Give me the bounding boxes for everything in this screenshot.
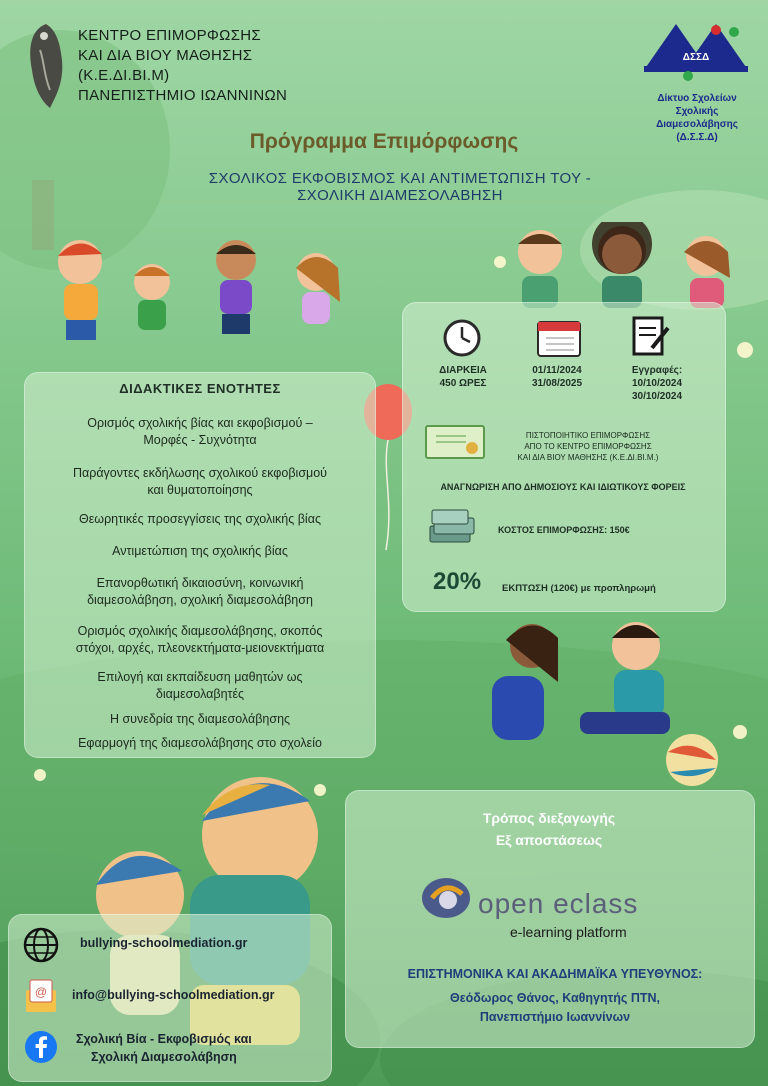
network-caption-line: (Δ.Σ.Σ.Δ) [676, 132, 718, 143]
responsible-name [360, 989, 750, 1027]
teaching-units-panel [24, 372, 376, 758]
dates-info [512, 364, 602, 390]
delivery-mode-value: Εξ αποστάσεως [495, 832, 603, 848]
responsible-title: ΕΠΙΣΤΗΜΟΝΙΚΑ ΚΑΙ ΑΚΑΔΗΜΑΪΚΑ ΥΠΕΥΘΥΝΟΣ: [407, 967, 703, 981]
university-logo [20, 20, 72, 112]
discount-percent: 20% [433, 568, 482, 595]
registration-end: 30/10/2024 [631, 391, 683, 402]
children-consoling-illustration [480, 612, 740, 792]
teaching-unit-item [39, 465, 361, 499]
eclass-tagline: e-learning platform [510, 924, 627, 940]
unit-line: Επιλογή και εκπαίδευση μαθητών ως [97, 670, 303, 684]
teaching-unit-item [39, 415, 361, 449]
network-logo-text: ΔΣΣΔ [682, 52, 710, 63]
money-icon [426, 506, 478, 550]
registration-info [612, 364, 702, 403]
unit-line: Αντιμετώπιση της σχολικής βίας [112, 544, 288, 558]
responsible-line: Θεόδωρος Θάνος, Καθηγητής ΠΤΝ, [450, 991, 660, 1005]
duration-label: ΔΙΑΡΚΕΙΑ [439, 365, 487, 376]
certificate-line: ΑΠΟ ΤΟ ΚΕΝΤΡΟ ΕΠΙΜΟΡΦΩΣΗΣ [524, 442, 652, 451]
registration-label: Εγγραφές: [631, 365, 683, 376]
svg-text:@: @ [34, 985, 48, 999]
facebook-line: Σχολική Βία - Εκφοβισμός και [76, 1032, 252, 1046]
unit-line: διαμεσολάβηση, σχολική διαμεσολάβηση [87, 593, 313, 607]
responsible-line: Πανεπιστήμιο Ιωαννίνων [479, 1010, 631, 1024]
teaching-unit-item [39, 623, 361, 657]
network-caption-line: Σχολικής Διαμεσολάβησης [656, 106, 738, 130]
end-date: 31/08/2025 [531, 378, 583, 389]
eclass-logo-icon [418, 874, 474, 922]
program-title: Πρόγραμμα Επιμόρφωσης [249, 130, 519, 153]
unit-line: στόχοι, αρχές, πλεονεκτήματα-μειονεκτήματα [75, 641, 325, 655]
registration-form-icon [630, 314, 672, 358]
program-subtitle-line: ΣΧΟΛΙΚΗ ΔΙΑΜΕΣΟΛΑΒΗΣΗ [297, 187, 503, 204]
children-illustration-left [40, 232, 360, 382]
website-link[interactable]: bullying-schoolmediation.gr [80, 936, 248, 950]
certificate-line: ΠΙΣΤΟΠΟΙΗΤΙΚΟ ΕΠΙΜΟΡΦΩΣΗΣ [525, 431, 651, 440]
eclass-logo: open eclass [478, 888, 639, 919]
unit-line: Ορισμός σχολικής διαμεσολάβησης, σκοπός [77, 624, 323, 638]
globe-icon [22, 926, 60, 964]
teaching-unit-item [39, 669, 361, 703]
network-caption-line: Δίκτυο Σχολείων [657, 93, 737, 104]
unit-line: Η συνεδρία της διαμεσολάβησης [109, 712, 291, 726]
teaching-unit-item [39, 543, 361, 560]
delivery-mode-label: Τρόπος διεξαγωγής [482, 810, 616, 826]
recognition-text: ΑΝΑΓΝΩΡΙΣΗ ΑΠΟ ΔΗΜΟΣΙΟΥΣ ΚΑΙ ΙΔΙΩΤΙΚΟΥΣ ΦΟΡΕΙΣ [440, 482, 686, 492]
start-date: 01/11/2024 [532, 365, 582, 376]
unit-line: Παράγοντες εκδήλωσης σχολικού εκφοβισμού [72, 466, 328, 480]
teaching-unit-item [39, 575, 361, 609]
unit-line: Θεωρητικές προσεγγίσεις της σχολικής βίας [79, 512, 321, 526]
facebook-line: Σχολική Διαμεσολάβηση [91, 1050, 237, 1064]
institution-line: (Κ.Ε.ΔΙ.ΒΙ.Μ) [78, 67, 170, 84]
institution-line: ΚΕΝΤΡΟ ΕΠΙΜΟΡΦΩΣΗΣ [78, 27, 261, 44]
unit-line: και θυματοποίησης [147, 483, 253, 497]
email-link[interactable]: info@bullying-schoolmediation.gr [72, 988, 275, 1002]
calendar-icon [536, 316, 582, 358]
unit-line: Εφαρμογή της διαμεσολάβησης στο σχολείο [78, 736, 322, 750]
network-logo [640, 18, 752, 82]
teaching-unit-item [39, 735, 361, 752]
certificate-line: ΚΑΙ ΔΙΑ ΒΙΟΥ ΜΑΘΗΣΗΣ (Κ.Ε.ΔΙ.ΒΙ.Μ.) [517, 453, 659, 462]
institution-line: ΚΑΙ ΔΙΑ ΒΙΟΥ ΜΑΘΗΣΗΣ [78, 47, 253, 64]
unit-line: διαμεσολαβητές [155, 687, 245, 701]
facebook-icon [24, 1030, 58, 1064]
certificate-text [458, 430, 718, 463]
teaching-unit-item [39, 511, 361, 528]
unit-line: Επανορθωτική δικαιοσύνη, κοινωνική [96, 576, 304, 590]
cost-text: ΚΟΣΤΟΣ ΕΠΙΜΟΡΦΩΣΗΣ: 150€ [498, 525, 630, 535]
clock-icon [442, 318, 482, 358]
facebook-link[interactable] [76, 1030, 252, 1066]
unit-line: Μορφές - Συχνότητα [143, 433, 257, 447]
teaching-unit-item [39, 711, 361, 728]
program-subtitle-line: ΣΧΟΛΙΚΟΣ ΕΚΦΟΒΙΣΜΟΣ ΚΑΙ ΑΝΤΙΜΕΤΩΠΙΣΗ ΤΟΥ - [208, 170, 592, 187]
institution-line: ΠΑΝΕΠΙΣΤΗΜΙΟ ΙΩΑΝΝΙΝΩΝ [78, 87, 288, 104]
unit-line: Ορισμός σχολικής βίας και εκφοβισμού – [87, 416, 313, 430]
registration-start: 10/10/2024 [631, 378, 683, 389]
institution-name [78, 26, 287, 106]
program-subtitle [160, 170, 640, 204]
discount-text: ΕΚΠΤΩΣΗ (120€) με προπληρωμή [502, 583, 656, 594]
duration-info [422, 364, 504, 390]
duration-value: 450 ΩΡΕΣ [439, 378, 487, 389]
children-illustration-right [510, 222, 746, 308]
teaching-units-heading: ΔΙΔΑΚΤΙΚΕΣ ΕΝΟΤΗΤΕΣ [119, 381, 281, 396]
email-icon [24, 978, 58, 1014]
